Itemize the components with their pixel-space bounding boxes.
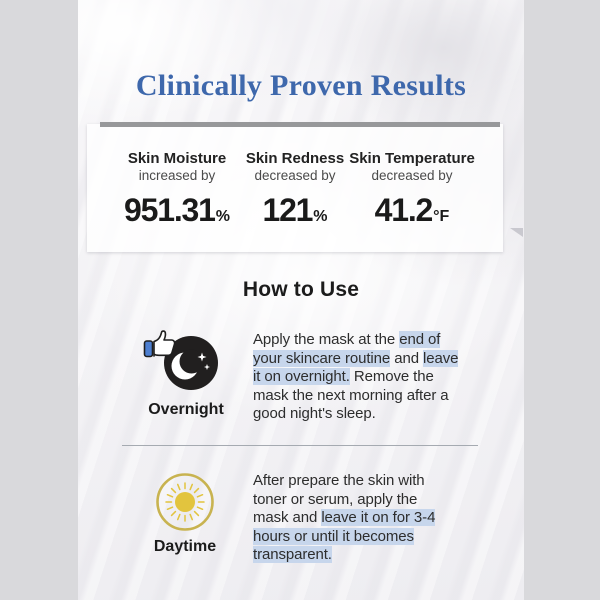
stat-name: Skin Redness (245, 150, 345, 167)
stat-direction: decreased by (254, 168, 336, 184)
stat-unit: % (313, 208, 328, 226)
daytime-label: Daytime (153, 538, 217, 555)
overnight-label: Overnight (148, 401, 224, 418)
stat-name: Skin Moisture (127, 150, 227, 167)
daytime-instructions: After prepare the skin with toner or serum, apply the mask and leave it on for 3-4 hours or until it becomes transparent. (253, 472, 436, 564)
stat-unit: °F (433, 208, 450, 226)
stat-number: 41.2 (374, 192, 433, 229)
stats-top-rule (100, 122, 500, 127)
overnight-instructions: Apply the mask at the end of your skincare routine and leave it on overnight. Remove the mask the next morning after a good night's sleep. (253, 331, 459, 423)
stat-unit: % (215, 208, 230, 226)
section-divider (122, 445, 478, 446)
thumbs-up-icon (145, 331, 175, 356)
moon-thumbs-up-icon (142, 327, 222, 393)
photo-crease-fleck (510, 228, 523, 237)
stat-number: 951.31 (124, 192, 215, 229)
stat-skin-redness (245, 150, 345, 229)
stat-skin-temperature (349, 150, 475, 229)
sun-icon (154, 471, 216, 533)
stat-value (246, 192, 344, 229)
how-to-use-heading: How to Use (242, 278, 360, 301)
stat-value (124, 192, 230, 229)
stat-value (349, 192, 475, 229)
stat-direction: decreased by (371, 168, 453, 184)
stat-name: Skin Temperature (349, 150, 475, 167)
stat-direction: increased by (138, 168, 216, 184)
stat-skin-moisture (124, 150, 230, 229)
stat-number: 121 (262, 192, 313, 229)
page-title: Clinically Proven Results (135, 69, 467, 102)
